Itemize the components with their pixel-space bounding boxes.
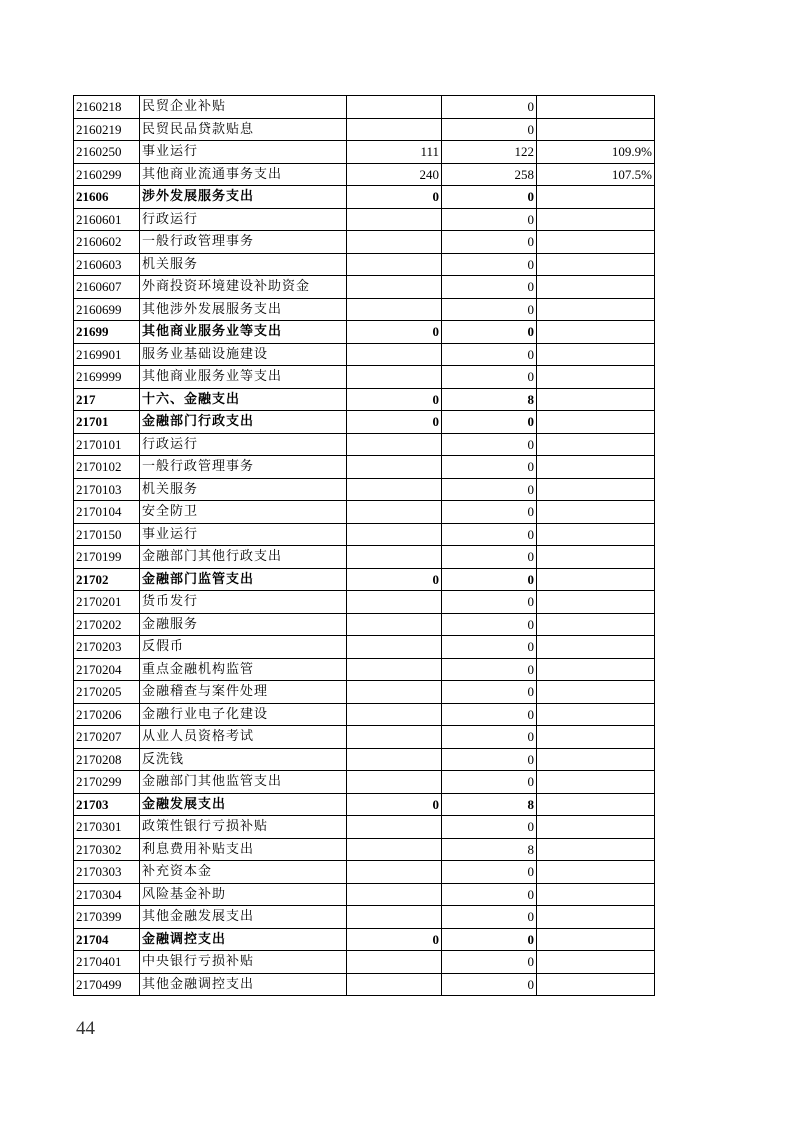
actual-value-cell: 258	[442, 163, 537, 186]
code-cell: 2170302	[74, 838, 140, 861]
budget-value-cell	[347, 546, 442, 569]
percent-cell	[537, 568, 655, 591]
table-row	[74, 928, 655, 951]
actual-value-cell: 0	[442, 253, 537, 276]
percent-cell	[537, 658, 655, 681]
percent-cell	[537, 861, 655, 884]
actual-value-cell: 0	[442, 861, 537, 884]
table-row	[74, 478, 655, 501]
table-row	[74, 276, 655, 299]
percent-cell	[537, 253, 655, 276]
table-row	[74, 298, 655, 321]
budget-value-cell	[347, 951, 442, 974]
budget-value-cell	[347, 456, 442, 479]
budget-value-cell	[347, 703, 442, 726]
name-cell: 一般行政管理事务	[140, 231, 347, 254]
budget-value-cell	[347, 276, 442, 299]
budget-value-cell	[347, 906, 442, 929]
name-cell: 金融稽查与案件处理	[140, 681, 347, 704]
code-cell: 2170304	[74, 883, 140, 906]
name-cell: 涉外发展服务支出	[140, 186, 347, 209]
code-cell: 2160299	[74, 163, 140, 186]
code-cell: 2170401	[74, 951, 140, 974]
name-cell: 服务业基础设施建设	[140, 343, 347, 366]
table-row	[74, 748, 655, 771]
budget-value-cell	[347, 118, 442, 141]
name-cell: 从业人员资格考试	[140, 726, 347, 749]
percent-cell	[537, 838, 655, 861]
name-cell: 机关服务	[140, 478, 347, 501]
budget-value-cell: 0	[347, 186, 442, 209]
budget-value-cell	[347, 636, 442, 659]
table-row	[74, 861, 655, 884]
table-row	[74, 658, 655, 681]
percent-cell	[537, 208, 655, 231]
budget-value-cell	[347, 726, 442, 749]
code-cell: 2170204	[74, 658, 140, 681]
actual-value-cell: 0	[442, 366, 537, 389]
code-cell: 21606	[74, 186, 140, 209]
table-row	[74, 636, 655, 659]
budget-value-cell	[347, 96, 442, 119]
table-row	[74, 838, 655, 861]
table-row	[74, 163, 655, 186]
budget-value-cell: 0	[347, 388, 442, 411]
name-cell: 事业运行	[140, 141, 347, 164]
name-cell: 其他商业流通事务支出	[140, 163, 347, 186]
name-cell: 机关服务	[140, 253, 347, 276]
percent-cell	[537, 523, 655, 546]
actual-value-cell: 0	[442, 658, 537, 681]
actual-value-cell: 0	[442, 186, 537, 209]
budget-value-cell: 0	[347, 793, 442, 816]
actual-value-cell: 0	[442, 411, 537, 434]
name-cell: 金融服务	[140, 613, 347, 636]
percent-cell	[537, 231, 655, 254]
table-row	[74, 591, 655, 614]
code-cell: 21703	[74, 793, 140, 816]
code-cell: 2170101	[74, 433, 140, 456]
name-cell: 金融部门监管支出	[140, 568, 347, 591]
code-cell: 2170199	[74, 546, 140, 569]
budget-value-cell	[347, 366, 442, 389]
actual-value-cell: 0	[442, 951, 537, 974]
table-row	[74, 816, 655, 839]
table-row	[74, 726, 655, 749]
code-cell: 2170205	[74, 681, 140, 704]
budget-value-cell	[347, 816, 442, 839]
table-row	[74, 231, 655, 254]
actual-value-cell: 0	[442, 321, 537, 344]
actual-value-cell: 0	[442, 343, 537, 366]
actual-value-cell: 0	[442, 96, 537, 119]
percent-cell	[537, 321, 655, 344]
percent-cell	[537, 681, 655, 704]
actual-value-cell: 0	[442, 523, 537, 546]
code-cell: 2170299	[74, 771, 140, 794]
name-cell: 金融部门其他监管支出	[140, 771, 347, 794]
code-cell: 2170202	[74, 613, 140, 636]
code-cell: 2170104	[74, 501, 140, 524]
percent-cell	[537, 771, 655, 794]
budget-value-cell	[347, 343, 442, 366]
name-cell: 外商投资环境建设补助资金	[140, 276, 347, 299]
name-cell: 金融部门其他行政支出	[140, 546, 347, 569]
name-cell: 反洗钱	[140, 748, 347, 771]
table-row	[74, 681, 655, 704]
actual-value-cell: 0	[442, 636, 537, 659]
percent-cell	[537, 793, 655, 816]
percent-cell	[537, 636, 655, 659]
name-cell: 中央银行亏损补贴	[140, 951, 347, 974]
name-cell: 金融发展支出	[140, 793, 347, 816]
name-cell: 民贸民品贷款贴息	[140, 118, 347, 141]
percent-cell	[537, 501, 655, 524]
code-cell: 2170102	[74, 456, 140, 479]
code-cell: 2170301	[74, 816, 140, 839]
name-cell: 民贸企业补贴	[140, 96, 347, 119]
code-cell: 2170208	[74, 748, 140, 771]
actual-value-cell: 0	[442, 816, 537, 839]
percent-cell	[537, 343, 655, 366]
code-cell: 2160607	[74, 276, 140, 299]
code-cell: 2160219	[74, 118, 140, 141]
name-cell: 利息费用补贴支出	[140, 838, 347, 861]
percent-cell	[537, 928, 655, 951]
budget-value-cell	[347, 231, 442, 254]
code-cell: 2160699	[74, 298, 140, 321]
actual-value-cell: 0	[442, 298, 537, 321]
code-cell: 2170207	[74, 726, 140, 749]
name-cell: 行政运行	[140, 208, 347, 231]
actual-value-cell: 0	[442, 208, 537, 231]
actual-value-cell: 8	[442, 838, 537, 861]
page-number: 44	[76, 1018, 95, 1039]
budget-value-cell: 0	[347, 928, 442, 951]
table-row	[74, 411, 655, 434]
actual-value-cell: 0	[442, 591, 537, 614]
code-cell: 2170203	[74, 636, 140, 659]
name-cell: 补充资本金	[140, 861, 347, 884]
percent-cell	[537, 388, 655, 411]
budget-value-cell	[347, 973, 442, 996]
code-cell: 21704	[74, 928, 140, 951]
percent-cell	[537, 748, 655, 771]
table-row	[74, 501, 655, 524]
budget-value-cell	[347, 838, 442, 861]
table-row	[74, 388, 655, 411]
budget-value-cell: 240	[347, 163, 442, 186]
name-cell: 重点金融机构监管	[140, 658, 347, 681]
code-cell: 21702	[74, 568, 140, 591]
budget-value-cell	[347, 253, 442, 276]
percent-cell	[537, 546, 655, 569]
code-cell: 2170399	[74, 906, 140, 929]
actual-value-cell: 0	[442, 973, 537, 996]
code-cell: 2160601	[74, 208, 140, 231]
percent-cell	[537, 411, 655, 434]
name-cell: 风险基金补助	[140, 883, 347, 906]
name-cell: 行政运行	[140, 433, 347, 456]
budget-value-cell	[347, 433, 442, 456]
table-row	[74, 343, 655, 366]
actual-value-cell: 8	[442, 388, 537, 411]
budget-value-cell: 0	[347, 568, 442, 591]
table-row	[74, 703, 655, 726]
actual-value-cell: 0	[442, 118, 537, 141]
name-cell: 其他金融发展支出	[140, 906, 347, 929]
budget-value-cell: 0	[347, 411, 442, 434]
table-row	[74, 96, 655, 119]
budget-value-cell: 0	[347, 321, 442, 344]
budget-value-cell	[347, 861, 442, 884]
actual-value-cell: 0	[442, 276, 537, 299]
actual-value-cell: 0	[442, 501, 537, 524]
actual-value-cell: 0	[442, 883, 537, 906]
table-row	[74, 793, 655, 816]
budget-value-cell	[347, 613, 442, 636]
budget-value-cell	[347, 208, 442, 231]
name-cell: 一般行政管理事务	[140, 456, 347, 479]
budget-value-cell	[347, 523, 442, 546]
percent-cell: 109.9%	[537, 141, 655, 164]
budget-value-cell	[347, 501, 442, 524]
code-cell: 2160603	[74, 253, 140, 276]
actual-value-cell: 0	[442, 546, 537, 569]
budget-table	[73, 95, 655, 996]
table-row	[74, 883, 655, 906]
name-cell: 十六、金融支出	[140, 388, 347, 411]
actual-value-cell: 0	[442, 726, 537, 749]
actual-value-cell: 0	[442, 433, 537, 456]
table-row	[74, 546, 655, 569]
percent-cell	[537, 276, 655, 299]
table-row	[74, 433, 655, 456]
table-row	[74, 118, 655, 141]
percent-cell	[537, 366, 655, 389]
budget-value-cell	[347, 771, 442, 794]
percent-cell	[537, 906, 655, 929]
budget-value-cell	[347, 298, 442, 321]
code-cell: 2170150	[74, 523, 140, 546]
code-cell: 2169999	[74, 366, 140, 389]
percent-cell	[537, 591, 655, 614]
code-cell: 2170499	[74, 973, 140, 996]
percent-cell	[537, 816, 655, 839]
percent-cell	[537, 478, 655, 501]
budget-value-cell	[347, 883, 442, 906]
actual-value-cell: 0	[442, 568, 537, 591]
code-cell: 21701	[74, 411, 140, 434]
table-row	[74, 186, 655, 209]
percent-cell	[537, 703, 655, 726]
percent-cell	[537, 298, 655, 321]
table-row	[74, 906, 655, 929]
code-cell: 2169901	[74, 343, 140, 366]
actual-value-cell: 0	[442, 681, 537, 704]
name-cell: 其他涉外发展服务支出	[140, 298, 347, 321]
percent-cell	[537, 613, 655, 636]
percent-cell: 107.5%	[537, 163, 655, 186]
code-cell: 2160250	[74, 141, 140, 164]
percent-cell	[537, 883, 655, 906]
percent-cell	[537, 951, 655, 974]
code-cell: 2170303	[74, 861, 140, 884]
code-cell: 2170201	[74, 591, 140, 614]
code-cell: 2160602	[74, 231, 140, 254]
actual-value-cell: 0	[442, 478, 537, 501]
table-row	[74, 523, 655, 546]
table-row	[74, 951, 655, 974]
name-cell: 事业运行	[140, 523, 347, 546]
name-cell: 货币发行	[140, 591, 347, 614]
name-cell: 其他商业服务业等支出	[140, 366, 347, 389]
table-row	[74, 771, 655, 794]
table-row	[74, 366, 655, 389]
code-cell: 217	[74, 388, 140, 411]
table-row	[74, 973, 655, 996]
name-cell: 金融部门行政支出	[140, 411, 347, 434]
table-body	[74, 96, 655, 996]
budget-value-cell: 111	[347, 141, 442, 164]
name-cell: 金融调控支出	[140, 928, 347, 951]
actual-value-cell: 122	[442, 141, 537, 164]
actual-value-cell: 8	[442, 793, 537, 816]
budget-value-cell	[347, 748, 442, 771]
budget-value-cell	[347, 591, 442, 614]
percent-cell	[537, 726, 655, 749]
actual-value-cell: 0	[442, 613, 537, 636]
actual-value-cell: 0	[442, 906, 537, 929]
budget-value-cell	[347, 681, 442, 704]
percent-cell	[537, 456, 655, 479]
table-row	[74, 141, 655, 164]
name-cell: 反假币	[140, 636, 347, 659]
percent-cell	[537, 433, 655, 456]
percent-cell	[537, 118, 655, 141]
percent-cell	[537, 186, 655, 209]
budget-value-cell	[347, 658, 442, 681]
code-cell: 2170103	[74, 478, 140, 501]
name-cell: 金融行业电子化建设	[140, 703, 347, 726]
table-row	[74, 253, 655, 276]
table-row	[74, 208, 655, 231]
name-cell: 其他商业服务业等支出	[140, 321, 347, 344]
table-row	[74, 456, 655, 479]
table-row	[74, 613, 655, 636]
table-row	[74, 568, 655, 591]
actual-value-cell: 0	[442, 748, 537, 771]
percent-cell	[537, 96, 655, 119]
actual-value-cell: 0	[442, 928, 537, 951]
code-cell: 21699	[74, 321, 140, 344]
name-cell: 其他金融调控支出	[140, 973, 347, 996]
actual-value-cell: 0	[442, 456, 537, 479]
actual-value-cell: 0	[442, 703, 537, 726]
percent-cell	[537, 973, 655, 996]
name-cell: 政策性银行亏损补贴	[140, 816, 347, 839]
budget-value-cell	[347, 478, 442, 501]
table-row	[74, 321, 655, 344]
name-cell: 安全防卫	[140, 501, 347, 524]
code-cell: 2170206	[74, 703, 140, 726]
actual-value-cell: 0	[442, 771, 537, 794]
code-cell: 2160218	[74, 96, 140, 119]
actual-value-cell: 0	[442, 231, 537, 254]
